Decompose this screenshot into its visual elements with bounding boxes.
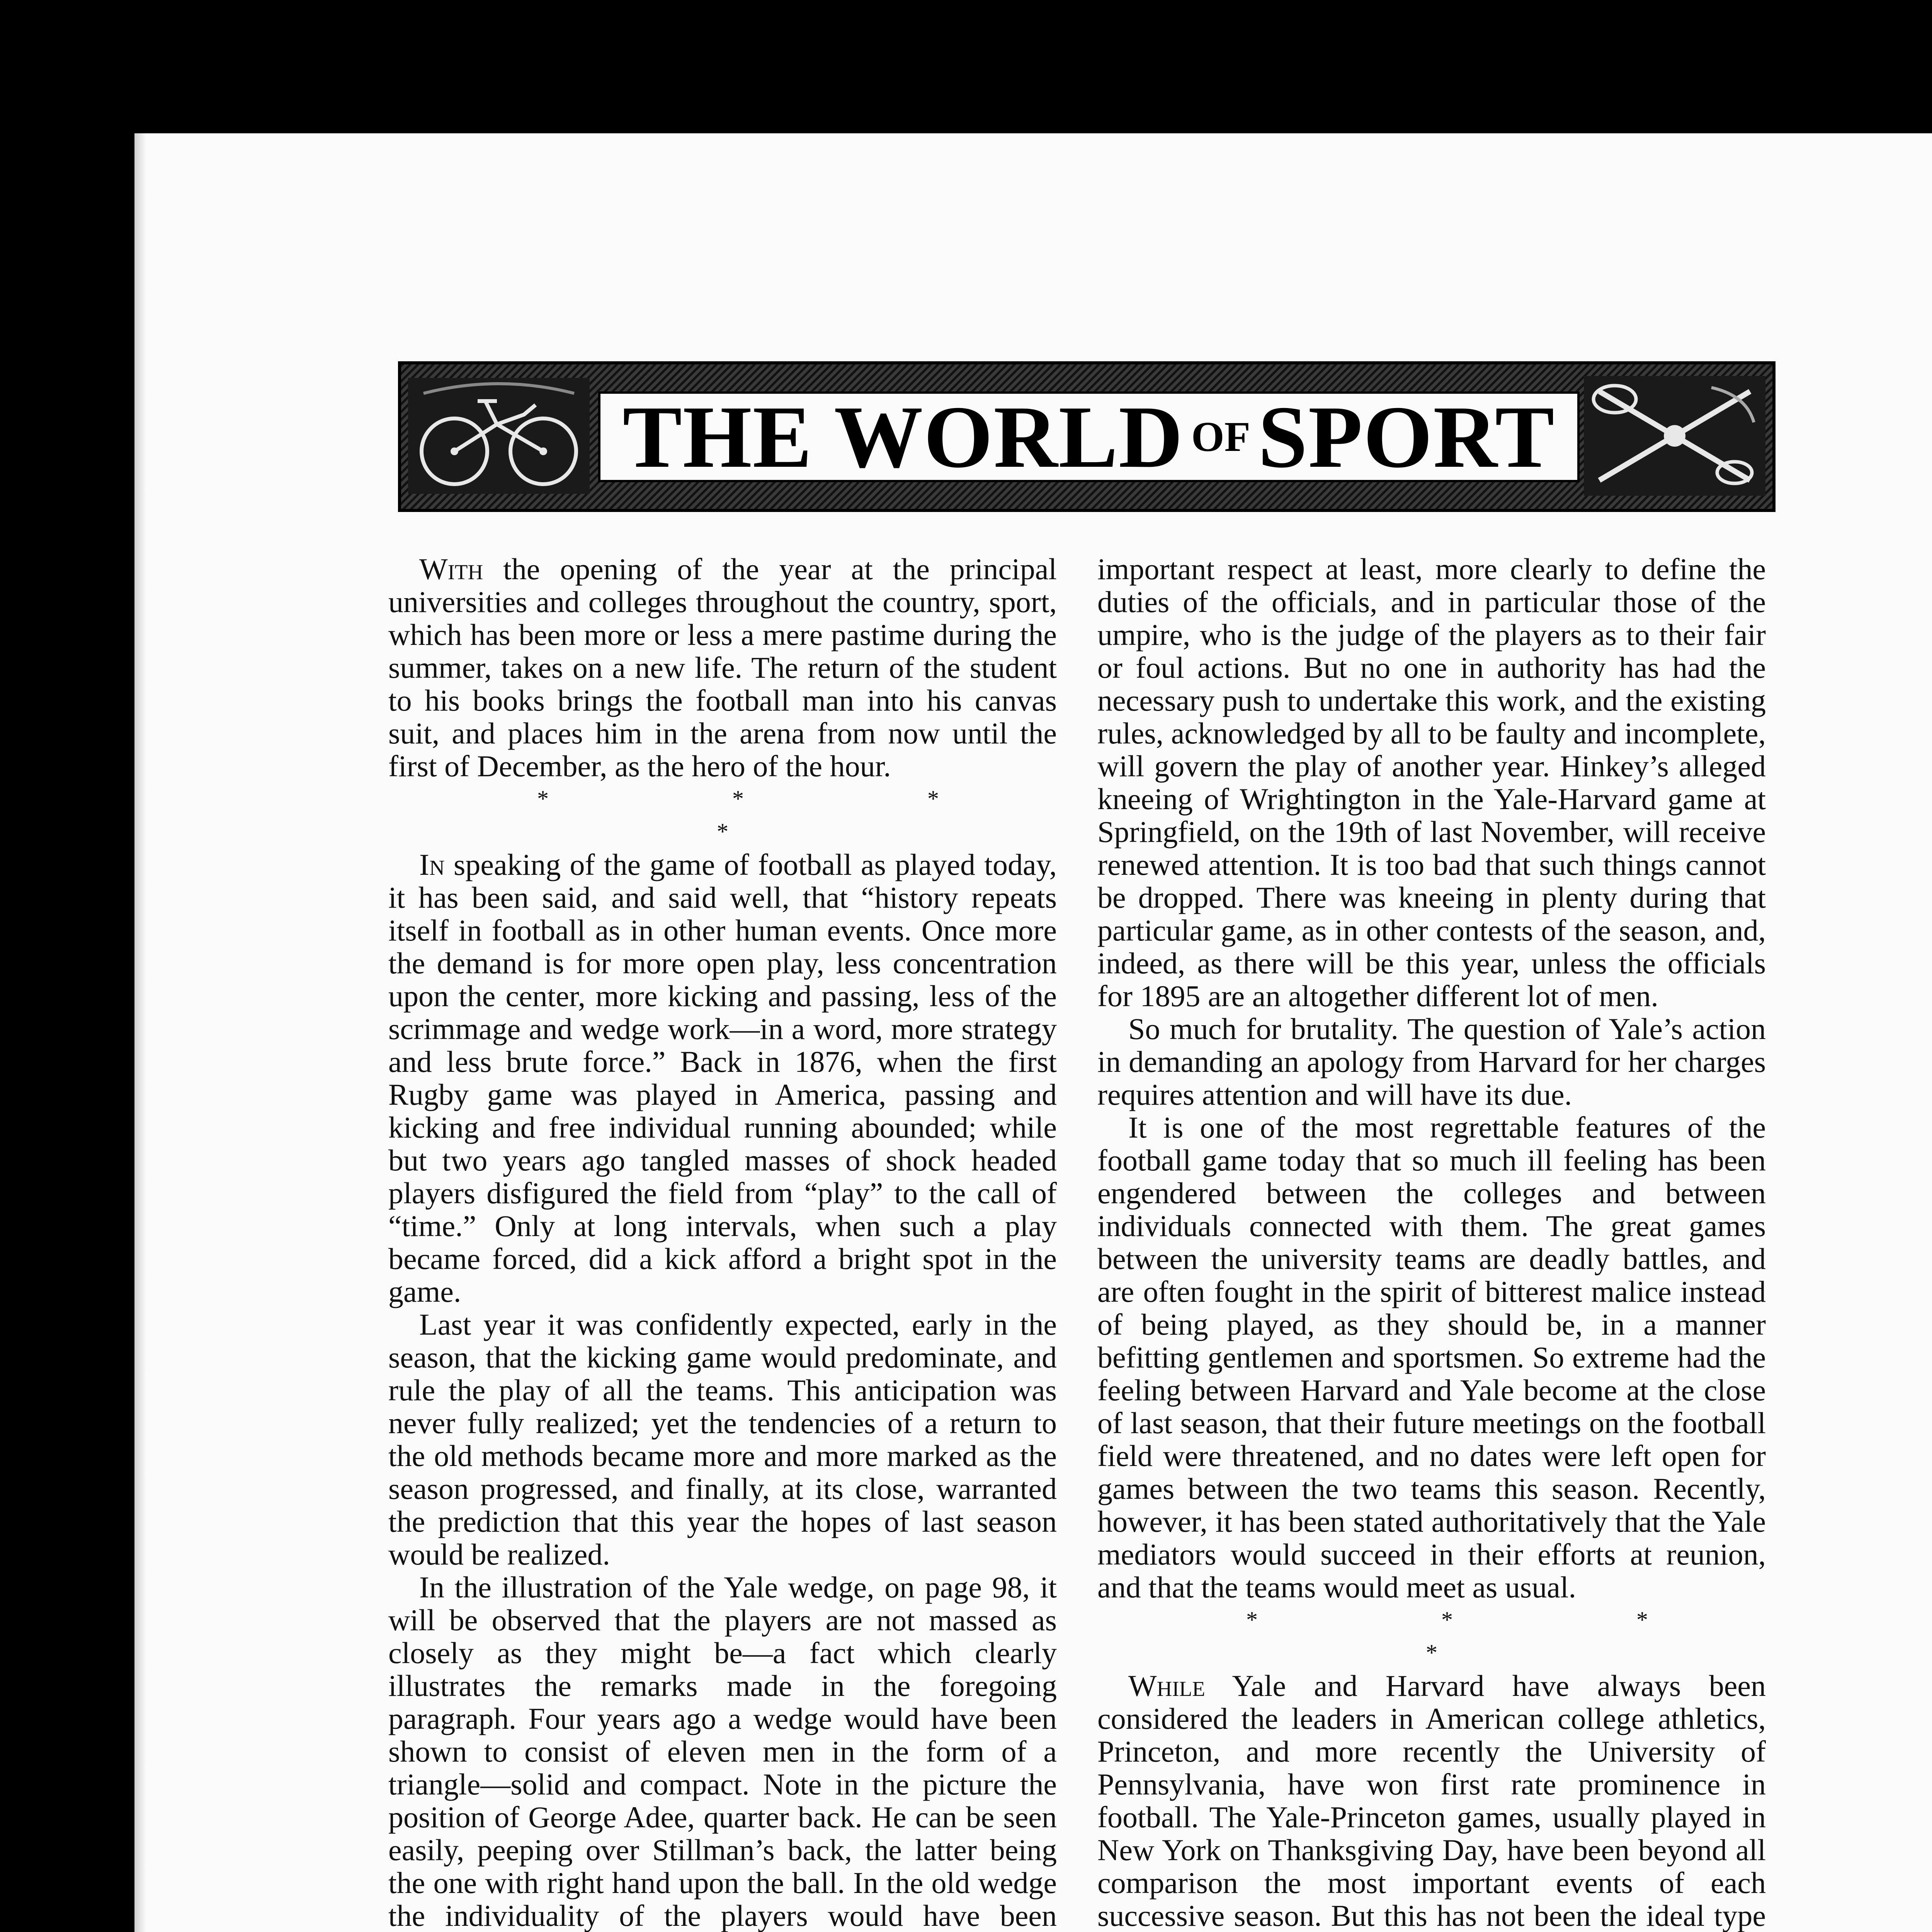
section-divider: * * * * (537, 786, 1028, 844)
paragraph-text: the opening of the year at the principal universities and colleges throughout the country, sport, which has been more or less a mere pastime during the summer, takes on a new life. The return of the student to his books brings the football man into his canvas suit, and places him in the arena from now until the first of December, as the hero of the hour. (388, 552, 1057, 783)
article-column-left (388, 553, 1057, 1932)
article-column-right (1097, 553, 1766, 1932)
paragraph: Last year it was confidently expected, early in the season, that the kicking game would predominate, and rule the play of all the teams. This anticipation was never fully realized; yet the tendencies of a return to the old methods became more and more marked as the season progressed, and finally, at its close, warranted the prediction that this year the hopes of last season would be realized. (388, 1308, 1057, 1571)
paragraph (388, 848, 1057, 1308)
page-title (598, 388, 1580, 486)
paragraph: important respect at least, more clearly to define the duties of the officials, and in particular those of the umpire, who is the judge of the players as to their fair or foul actions. But no one in authority has had the necessary push to undertake this work, and the existing rules, acknowledged by all to be faulty and incomplete, will govern the play of another year. Hinkey’s alleged kneeing of Wrightington in the Yale-Harvard game at Springfield, on the 19th of last November, will receive renewed attention. It is too bad that such things cannot be dropped. There was kneeing in plenty during that particular game, as in other contests of the season, and, indeed, as there will be this year, unless the officials for 1895 are an altogether different lot of men. (1097, 552, 1766, 1013)
title-the-world: THE WORLD (622, 388, 1184, 486)
bicycle-ornament-icon (408, 378, 590, 494)
lead-word: In (419, 848, 445, 881)
paragraph (1097, 1669, 1766, 1932)
paragraph: It is one of the most regrettable features of the football game today that so much ill feeling has been engendered between the colleges and between individuals connected with them. The great games between the university teams are deadly battles, and are often fought in the spirit of bitterest malice instead of being played, as they should be, in a manner befitting gentlemen and sportsmen. So extreme had the feeling between Harvard and Yale become at the close of last season, that their future meetings on the football field were threatened, and no dates were left open for games between the two teams this season. Recently, however, it has been stated authoritatively that the Yale mediators would succeed in their efforts at reunion, and that the teams would meet as usual. (1097, 1111, 1766, 1604)
paragraph: In the illustration of the Yale wedge, on page 98, it will be observed that the players are not massed as closely as they might be—a fact which clearly illustrates the remarks made in the foregoing paragraph. Four years ago a wedge would have been shown to consist of eleven men in the form of a triangle—solid and compact. Note in the picture the position of George Adee, quarter back. He can be seen easily, peeping over Stillman’s back, the latter being the one with right hand upon the ball. In the old wedge the individuality of the players would have been (388, 1570, 1057, 1932)
title-of: OF (1191, 413, 1250, 460)
lead-word: While (1128, 1669, 1205, 1702)
paragraph: So much for brutality. The question of Yale’s action in demanding an apology from Harvard for her charges requires attention and will have its due. (1097, 1012, 1766, 1111)
title-sport: SPORT (1258, 388, 1555, 486)
paragraph (388, 553, 1057, 782)
paragraph-text: speaking of the game of football as played today, it has been said, and said well, that “history repeats itself in football as in other human events. Once more the demand is for more open play, less concentration upon the center, more kicking and passing, less of the scrimmage and wedge work—in a word, more strategy and less brute force.” Back in 1876, when the first Rugby game was played in America, passing and kicking and free individual running abounded; while but two years ago tangled masses of shock headed players disfigured the field from “play” to the call of “time.” Only at long intervals, when such a play became forced, did a kick afford a bright spot in the game. (388, 848, 1057, 1308)
paragraph-text: Yale and Harvard have always been considered the leaders in American college athletics, Princeton, and more recently the University of Pennsylvania, have won first rate prominence in football. The Yale-Princeton games, usually played in New York on Thanksgiving Day, have been beyond all comparison the most important events of each successive season. But this has not been the ideal type (1097, 1669, 1766, 1932)
header-banner (398, 361, 1776, 512)
lead-word: With (419, 552, 483, 586)
sports-equipment-ornament-icon (1584, 376, 1765, 496)
section-divider: * * * * (1246, 1607, 1737, 1665)
page-left-edge (134, 133, 146, 1932)
